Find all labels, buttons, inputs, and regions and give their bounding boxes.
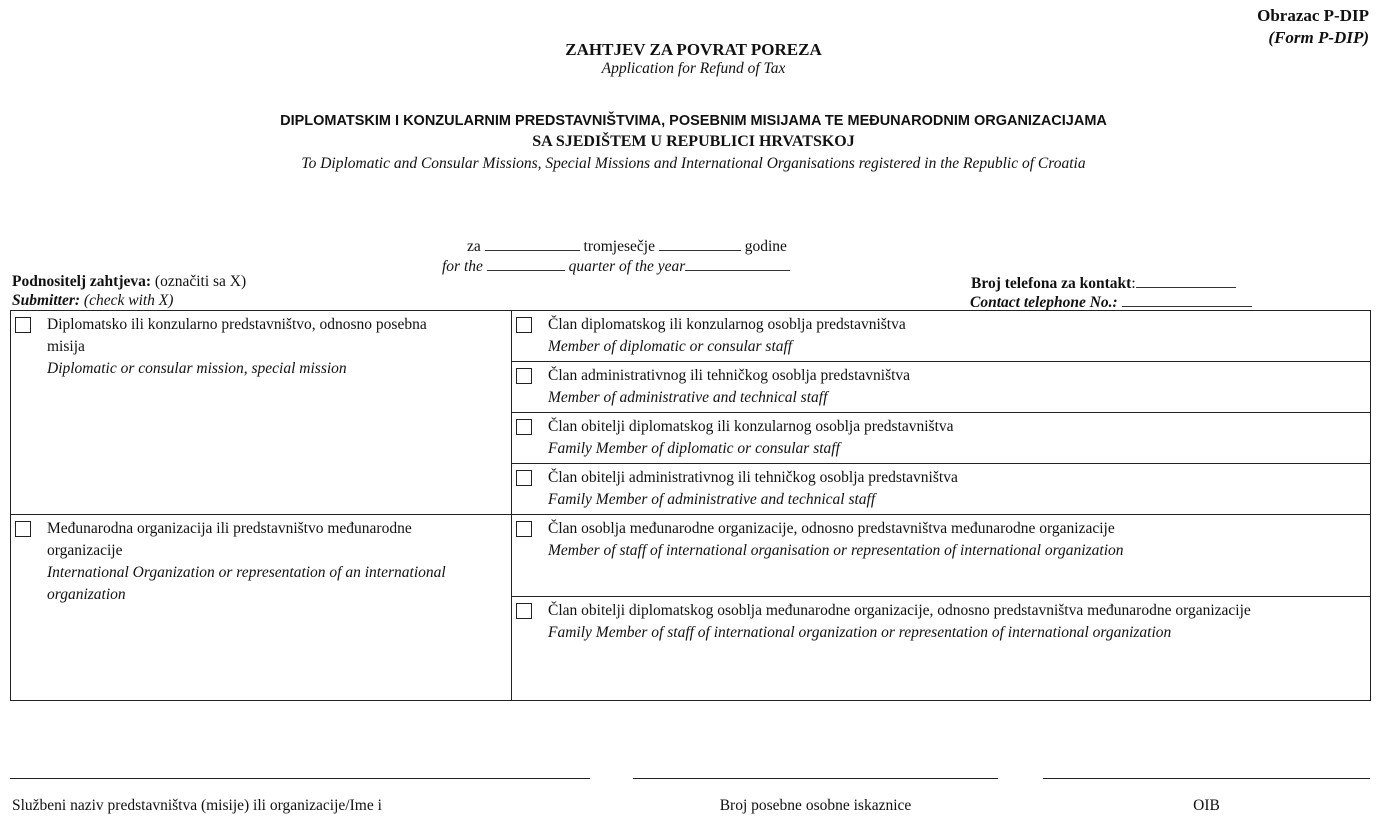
option-label: Član obitelji administrativnog ili tehničkog osoblja predstavništva — [548, 469, 958, 486]
option-label-en: Member of diplomatic or consular staff — [548, 338, 793, 355]
submitter-title: Podnositelj zahtjeva: — [12, 273, 152, 290]
id-card-line[interactable] — [633, 778, 998, 779]
submitter-label-en — [12, 292, 173, 310]
right-option-cell — [512, 597, 1371, 701]
option-label-en: Family Member of diplomatic or consular staff — [548, 440, 840, 457]
checkbox-admin-staff[interactable] — [516, 368, 532, 384]
option-label: Član obitelji diplomatskog ili konzularnog osoblja predstavništva — [548, 418, 954, 435]
right-option-cell — [512, 362, 1371, 413]
period-line-en — [442, 256, 790, 276]
oib-label: OIB — [1193, 797, 1220, 814]
option-label-en: Diplomatic or consular mission, special mission — [47, 360, 347, 377]
phone-label-text: Broj telefona za kontakt — [971, 275, 1132, 292]
right-option-cell — [512, 515, 1371, 597]
option-label: Član obitelji diplomatskog osoblja međunarodne organizacije, odnosno predstavništva međunarodne organizacije — [548, 602, 1251, 619]
quarter-field-en[interactable] — [487, 256, 565, 271]
period-year-label: godine — [744, 238, 787, 255]
period-quarter-en: quarter of the year — [568, 258, 686, 275]
phone-field-en[interactable] — [1122, 292, 1252, 307]
option-label-en: Family Member of administrative and technical staff — [548, 491, 876, 508]
left-option-cell — [11, 515, 512, 701]
option-label: Međunarodna organizacija ili predstavništvo međunarodne organizacije — [47, 520, 412, 559]
checkbox-family-admin[interactable] — [516, 470, 532, 486]
checkbox-org-staff[interactable] — [516, 521, 532, 537]
year-field[interactable] — [659, 236, 741, 251]
form-code: Obrazac P-DIP — [1257, 6, 1369, 25]
option-label: Član administrativnog ili tehničkog osoblja predstavništva — [548, 367, 911, 384]
option-label: Član osoblja međunarodne organizacije, odnosno predstavništva međunarodne organizacije — [548, 520, 1115, 537]
id-card-label: Broj posebne osobne iskaznice — [719, 797, 912, 814]
submitter-label — [12, 273, 246, 291]
checkbox-international-org[interactable] — [15, 521, 31, 537]
period-quarter-label: tromjesečje — [583, 238, 655, 255]
submitter-hint: (označiti sa X) — [154, 273, 247, 290]
quarter-field[interactable] — [485, 236, 580, 251]
checkbox-diplomatic-staff[interactable] — [516, 317, 532, 333]
submitter-hint-en: (check with X) — [83, 292, 174, 309]
right-option-cell — [512, 464, 1371, 515]
option-label: Diplomatsko ili konzularno predstavništvo, odnosno posebna misija — [47, 316, 427, 355]
subtitle-en: To Diplomatic and Consular Missions, Special Missions and International Organisations registered in the Republic of Croatia — [301, 155, 1086, 172]
option-label-en: Member of administrative and technical staff — [548, 389, 828, 406]
period-za: za — [467, 238, 481, 255]
form-code-en: (Form P-DIP) — [1268, 28, 1369, 47]
phone-label-en-text: Contact telephone No.: — [970, 294, 1118, 311]
checkbox-diplomatic-mission[interactable] — [15, 317, 31, 333]
oib-line[interactable] — [1043, 778, 1370, 779]
right-option-cell — [512, 311, 1371, 362]
period-line — [467, 236, 787, 256]
checkbox-org-family[interactable] — [516, 603, 532, 619]
option-label-en: International Organization or representation of an international organization — [47, 564, 446, 603]
official-name-line[interactable] — [10, 778, 590, 779]
subtitle-line2: SA SJEDIŠTEM U REPUBLICI HRVATSKOJ — [532, 133, 855, 150]
phone-field[interactable] — [1136, 273, 1236, 288]
option-label-en: Member of staff of international organisation or representation of international organization — [548, 542, 1124, 559]
year-field-en[interactable] — [685, 256, 790, 271]
submitter-table — [10, 310, 1371, 701]
phone-label-en — [970, 292, 1252, 312]
checkbox-family-diplomatic[interactable] — [516, 419, 532, 435]
official-name-label: Službeni naziv predstavništva (misije) ili organizacije/Ime i — [12, 797, 382, 814]
page-title-en: Application for Refund of Tax — [601, 60, 786, 77]
phone-label: Broj telefona za kontakt: — [971, 273, 1236, 293]
page-title: ZAHTJEV ZA POVRAT POREZA — [565, 40, 822, 59]
right-option-cell — [512, 413, 1371, 464]
subtitle-line1: DIPLOMATSKIM I KONZULARNIM PREDSTAVNIŠTVIMA, POSEBNIM MISIJAMA TE MEĐUNARODNIM ORGANIZACIJAMA — [280, 113, 1107, 129]
left-option-cell — [11, 311, 512, 515]
option-label: Član diplomatskog ili konzularnog osoblja predstavništva — [548, 316, 906, 333]
option-label-en: Family Member of staff of international organization or representation of international organization — [548, 624, 1172, 641]
period-for-the: for the — [442, 258, 483, 275]
submitter-title-en: Submitter: — [12, 292, 81, 309]
